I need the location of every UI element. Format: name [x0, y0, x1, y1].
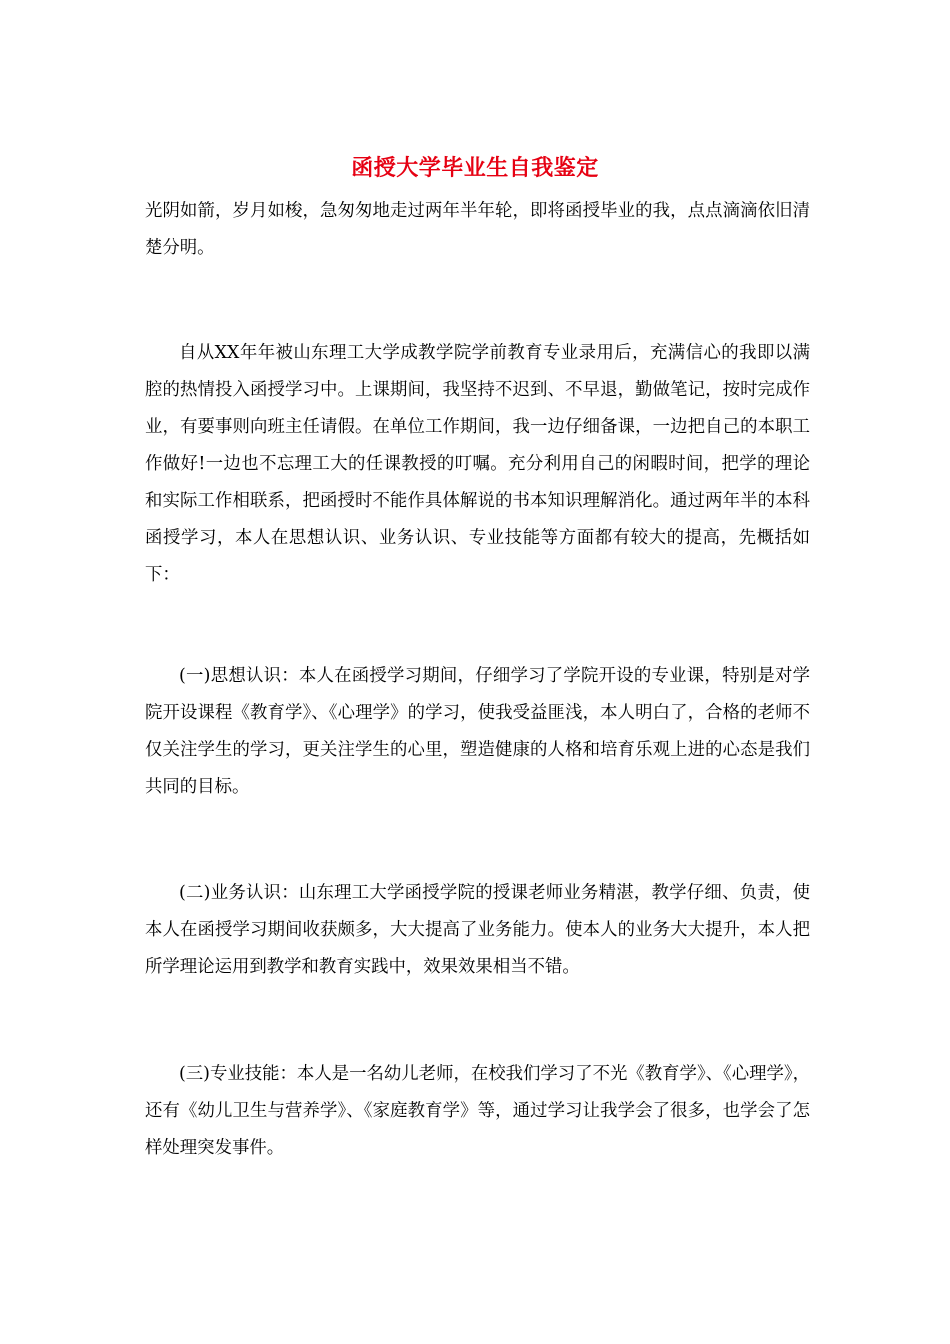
paragraph-intro: 光阴如箭，岁月如梭，急匆匆地走过两年半年轮，即将函授毕业的我，点点滴滴依旧清楚分明。: [145, 201, 810, 258]
paragraph-study-overview: 自从XX年年被山东理工大学成教学院学前教育专业录用后，充满信心的我即以满腔的热情投入函授学习中。上课期间，我坚持不迟到、不早退，勤做笔记，按时完成作业，有要事则向班主任请假。在单位工作期间，我一边仔细备课，一边把自己的本职工作做好!一边也不忘理工大的任课教授的叮嘱。充分利用自己的闲暇时间，把学的理论和实际工作相联系，把函授时不能作具体解说的书本知识理解消化。通过两年半的本科函授学习，本人在思想认识、业务认识、专业技能等方面都有较大的提高，先概括如下：: [145, 343, 810, 585]
paragraph-ideological-awareness: (一)思想认识：本人在函授学习期间，仔细学习了学院开设的专业课，特别是对学院开设课程《教育学》、《心理学》的学习，使我受益匪浅，本人明白了，合格的老师不仅关注学生的学习，更关注学生的心里，塑造健康的人格和培育乐观上进的心态是我们共同的目标。: [145, 666, 810, 797]
paragraph-professional-awareness: (二)业务认识：山东理工大学函授学院的授课老师业务精湛，教学仔细、负责，使本人在函授学习期间收获颇多，大大提高了业务能力。使本人的业务大大提升，本人把所学理论运用到教学和教育实践中，效果效果相当不错。: [145, 883, 810, 977]
document-title: 函授大学毕业生自我鉴定: [351, 155, 599, 181]
paragraph-professional-skills: (三)专业技能：本人是一名幼儿老师，在校我们学习了不光《教育学》、《心理学》，还有《幼儿卫生与营养学》、《家庭教育学》等，通过学习让我学会了很多，也学会了怎样处理突发事件。: [145, 1064, 810, 1158]
